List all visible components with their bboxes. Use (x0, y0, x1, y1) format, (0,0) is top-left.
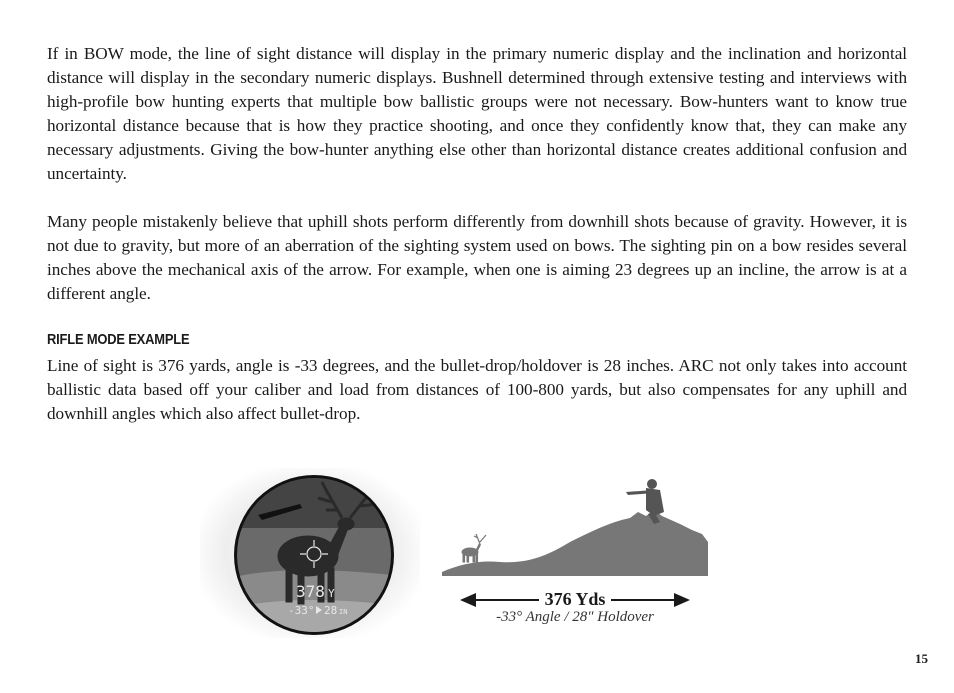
angle-holdover-caption: -33° Angle / 28″ Holdover (496, 609, 654, 625)
scope-distance-readout: 378 (296, 582, 325, 601)
paragraph-bow-mode: If in BOW mode, the line of sight distance will display in the primary numeric display and the inclination and horizontal distance will display in the secondary numeric displays. Bushnell determined through extensive testing and interviews with high-profile bow hunting experts that multiple bow ballistic groups were not necessary. Bow-hunters want to know true horizontal distance because that is how they practice shooting, and once they confidently know that, they can make any necessary adjustments. Giving the bow-hunter anything else other than horizontal distance creates additional confusion and uncertainty. (47, 44, 907, 183)
scope-holdover-unit: IN (339, 608, 348, 616)
distance-label: 376 Yds (539, 589, 612, 609)
scope-holdover-readout: 28 (324, 604, 338, 617)
scope-distance-unit: Y (328, 587, 335, 600)
rangefinder-scope-illustration (200, 468, 420, 638)
elk-silhouette-icon (462, 534, 486, 562)
paragraph-rifle-example: Line of sight is 376 yards, angle is -33 degrees, and the bullet-drop/holdover is 28 inches. ARC not only takes into account ballistic data based off your caliber and load from distances of 100-800 yards, but also compensates for any uphill and downhill angles which also affect bullet-drop. (47, 356, 907, 423)
section-heading: RIFLE MODE EXAMPLE (47, 331, 190, 348)
paragraph-uphill-downhill: Many people mistakenly believe that uphill shots perform differently from downhill shots because of gravity. However, it is not due to gravity, but more of an aberration of the sighting system used on bows. The sighting pin on a bow resides several inches above the mechanical axis of the arrow. For example, when one is aiming 23 degrees up an incline, the arrow is at a different angle. (47, 212, 907, 303)
hill-silhouette (442, 510, 708, 576)
scope-angle-readout: -33° (288, 604, 315, 617)
page-number: 15 (915, 651, 928, 666)
hunting-scene-illustration (440, 472, 710, 580)
